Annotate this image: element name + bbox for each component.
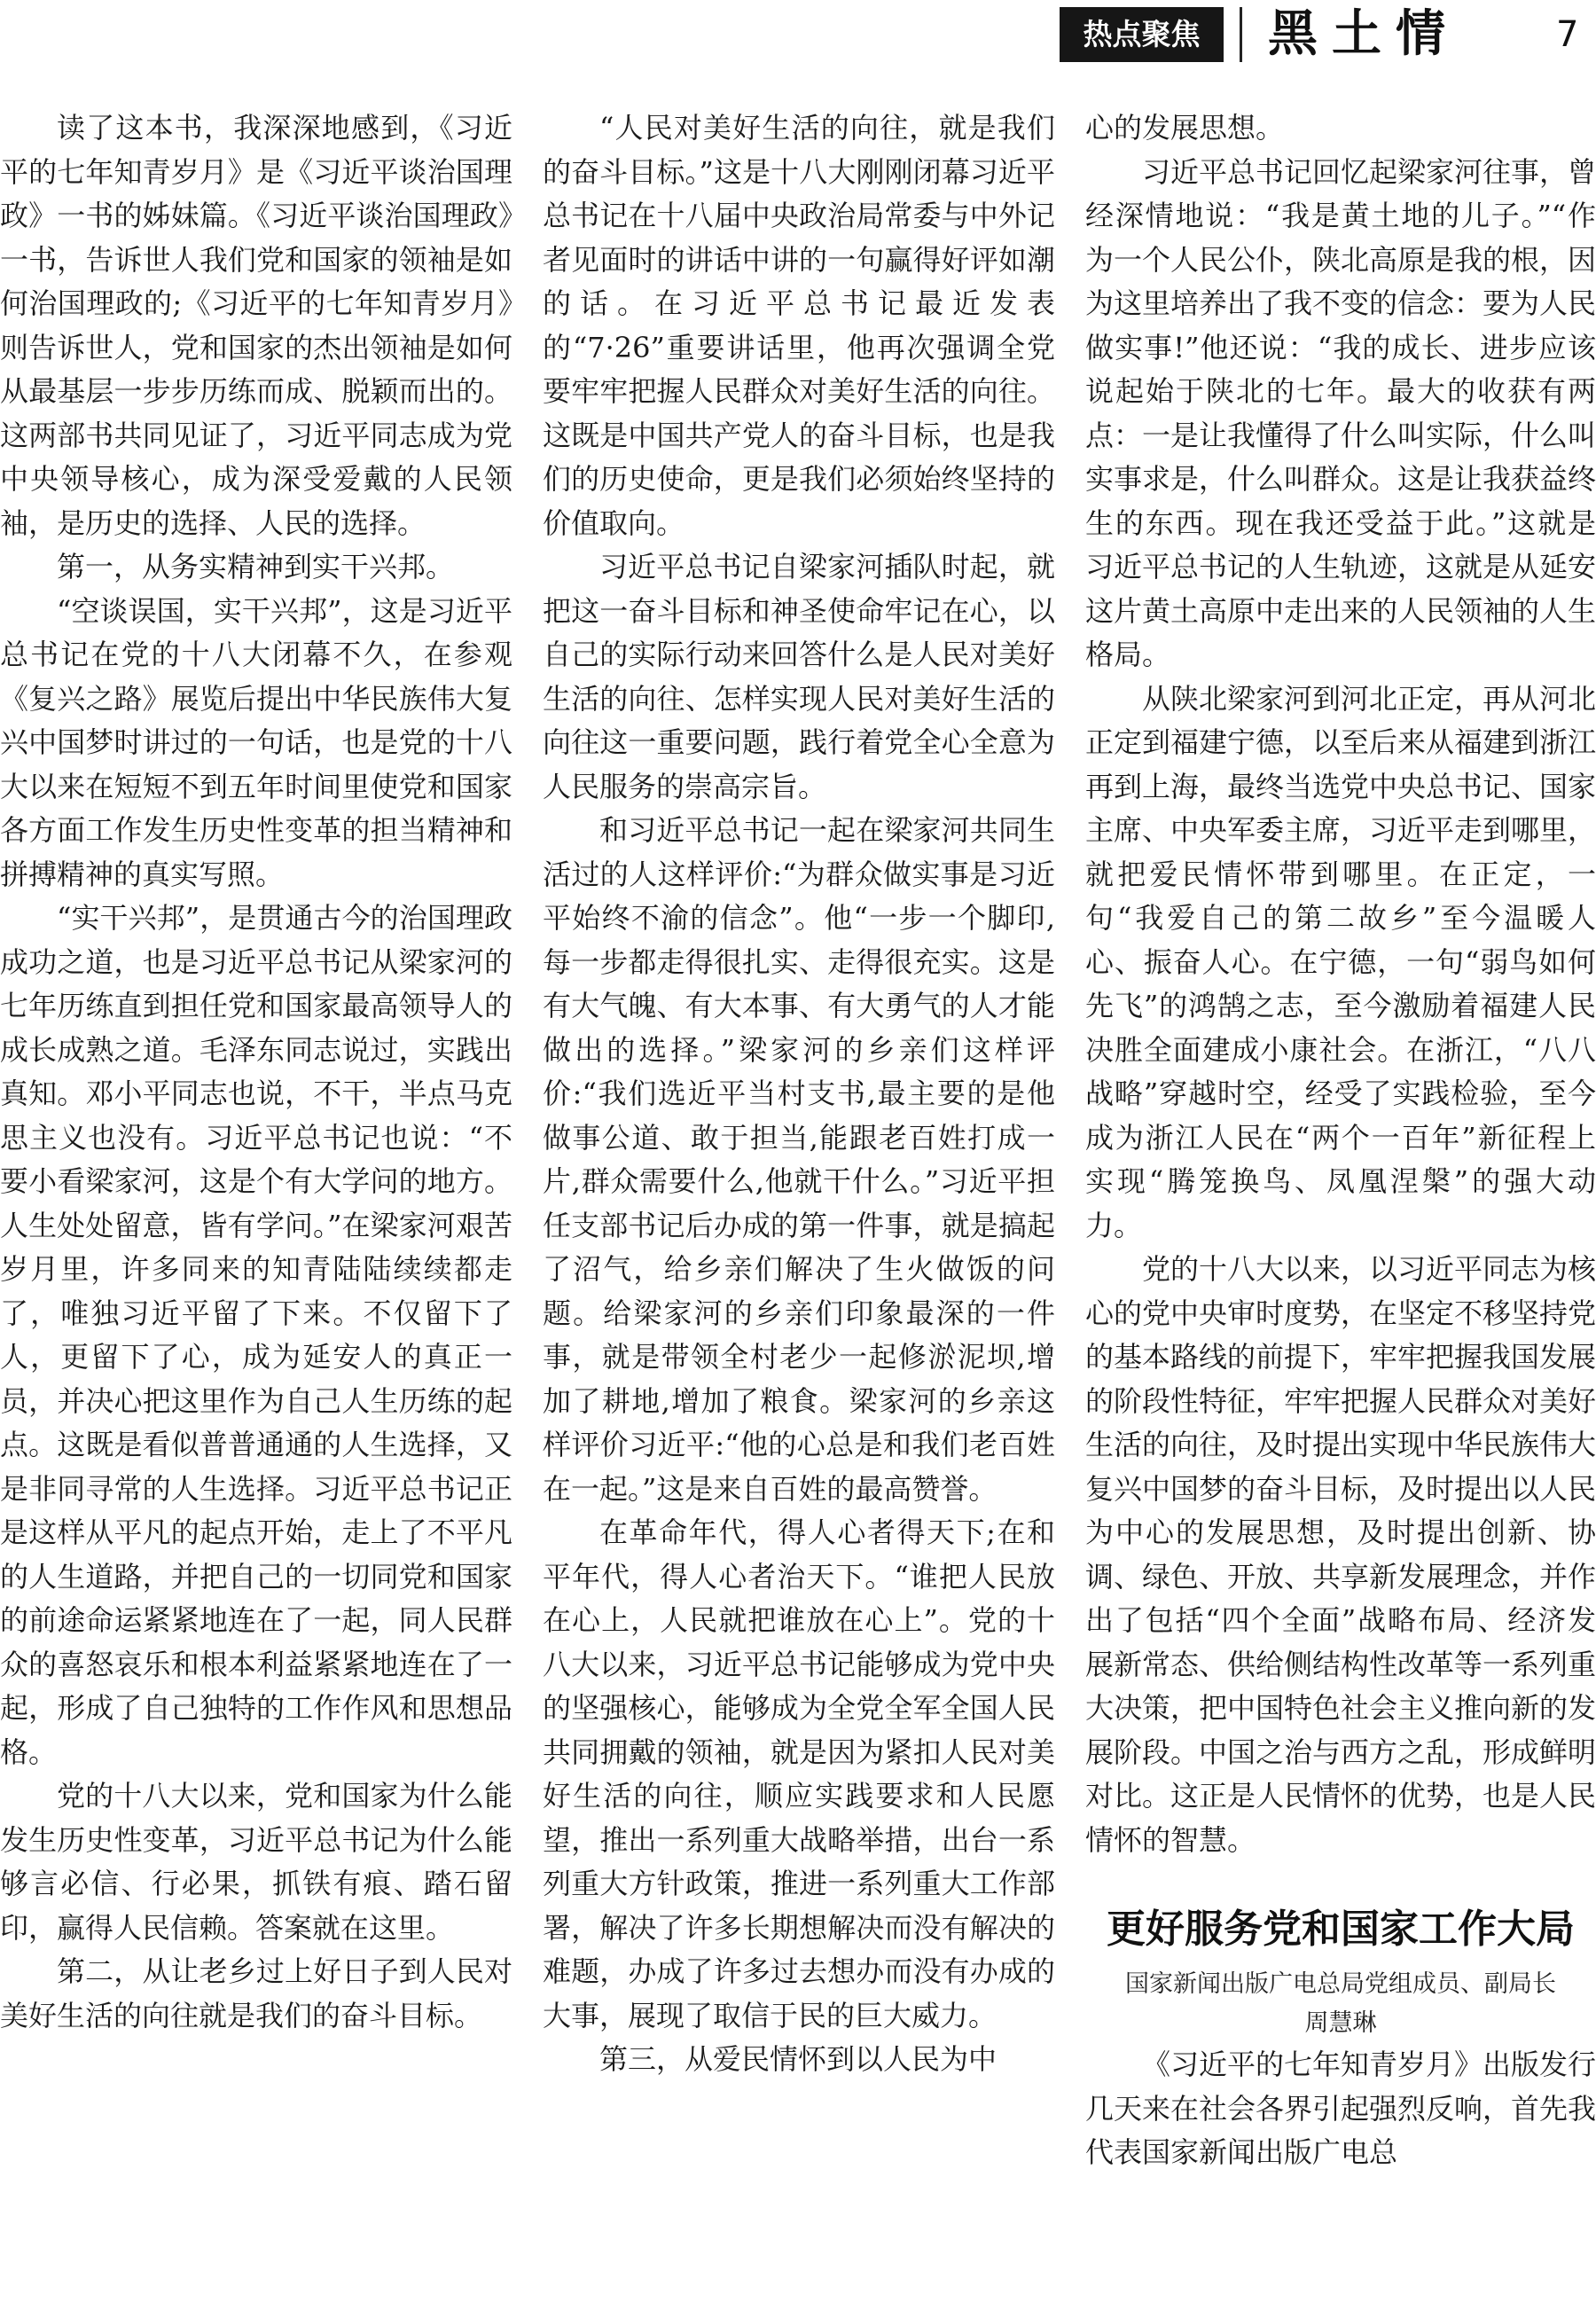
paragraph: 第一，从务实精神到实干兴邦。 <box>57 550 455 583</box>
paragraph: 第三，从爱民情怀到以人民为中 <box>599 2042 998 2076</box>
paragraph: 习近平总书记回忆起梁家河往事，曾经深情地说：“我是黄土地的儿子。”“作为一个人民公仆，陕北高原是我的根，因为这里培养出了我不变的信念：要为人民做实事!”他还说：“我的成长、进步应该说起始于陕北的七年。最大的收获有两点：一是让我懂得了什么叫实际，什么叫实事求是，什么叫群众。这是让我获益终生的东西。现在我还受益于此。”这就是习近平总书记的人生轨迹，这就是从延安这片黄土高原中走出来的人民领袖的人生格局。 <box>1085 154 1596 671</box>
paragraph: 习近平总书记自梁家河插队时起，就把这一奋斗目标和神圣使命牢记在心，以自己的实际行动来回答什么是人民对美好生活的向往、怎样实现人民对美好生活的向往这一重要问题，践行着党全心全意为人民服务的崇高宗旨。 <box>543 550 1055 803</box>
paragraph: “实干兴邦”，是贯通古今的治国理政成功之道，也是习近平总书记从梁家河的七年历练直到担任党和国家最高领导人的成长成熟之道。毛泽东同志说过，实践出真知。邓小平同志也说，不干，半点马克思主义也没有。习近平总书记也说：“不要小看梁家河，这是个有大学问的地方。人生处处留意，皆有学问。”在梁家河艰苦岁月里，许多同来的知青陆陆续续都走了，唯独习近平留了下来。不仅留下了人，更留下了心，成为延安人的真正一员，并决心把这里作为自己人生历练的起点。这既是看似普普通通的人生选择，又是非同寻常的人生选择。习近平总书记正是这样从平凡的起点开始，走上了不平凡的人生道路，并把自己的一切同党和国家的前途命运紧紧地连在了一起，同人民群众的喜怒哀乐和根本利益紧紧地连在了一起，形成了自己独特的工作作风和思想品格。 <box>0 901 512 1769</box>
paragraph: “空谈误国，实干兴邦”，这是习近平总书记在党的十八大闭幕不久，在参观《复兴之路》展览后提出中华民族伟大复兴中国梦时讲过的一句话，也是党的十八大以来在短短不到五年时间里使党和国家各方面工作发生历史性变革的担当精神和拼搏精神的真实写照。 <box>0 593 512 891</box>
page-header <box>0 0 1596 80</box>
section-tag: 热点聚焦 <box>1060 7 1224 62</box>
paragraph: “人民对美好生活的向往，就是我们的奋斗目标。”这是十八大刚刚闭幕习近平总书记在十八届中央政治局常委与中外记者见面时的讲话中讲的一句赢得好评如潮的话。在习近平总书记最近发表的“7·26”重要讲话里，他再次强调全党要牢牢把握人民群众对美好生活的向往。这既是中国共产党人的奋斗目标，也是我们的历史使命，更是我们必须始终坚持的价值取向。 <box>543 111 1055 540</box>
paragraph: 心的发展思想。 <box>1085 111 1285 145</box>
paragraph: 《习近平的七年知青岁月》出版发行几天来在社会各界引起强烈反响，首先我代表国家新闻出版广电总 <box>1085 2048 1596 2169</box>
paragraph: 读了这本书，我深深地感到，《习近平的七年知青岁月》是《习近平谈治国理政》一书的姊妹篇。《习近平谈治国理政》一书，告诉世人我们党和国家的领袖是如何治国理政的;《习近平的七年知青岁月》则告诉世人，党和国家的杰出领袖是如何从最基层一步步历练而成、脱颖而出的。这两部书共同见证了，习近平同志成为党中央领导核心，成为深受爱戴的人民领袖，是历史的选择、人民的选择。 <box>0 111 512 540</box>
author-title: 国家新闻出版广电总局党组成员、副局长 <box>1125 1970 1556 1998</box>
page-number: 7 <box>1556 14 1579 55</box>
paragraph: 党的十八大以来，党和国家为什么能发生历史性变革，习近平总书记为什么能够言必信、行必果，抓铁有痕、踏石留印，赢得人民信赖。答案就在这里。 <box>0 1779 512 1945</box>
text-column-1 <box>0 106 512 2310</box>
paragraph: 党的十八大以来，以习近平同志为核心的党中央审时度势，在坚定不移坚持党的基本路线的前提下，牢牢把握我国发展的阶段性特征，牢牢把握人民群众对美好生活的向往，及时提出实现中华民族伟大复兴中国梦的奋斗目标，及时提出以人民为中心的发展思想，及时提出创新、协调、绿色、开放、共享新发展理念，并作出了包括“四个全面”战略布局、经济发展新常态、供给侧结构性改革等一系列重大决策，把中国特色社会主义推向新的发展阶段。中国之治与西方之乱，形成鲜明对比。这正是人民情怀的优势，也是人民情怀的智慧。 <box>1085 1252 1596 1857</box>
paragraph: 在革命年代，得人心者得天下;在和平年代，得人心者治天下。“谁把人民放在心上，人民就把谁放在心上”。党的十八大以来，习近平总书记能够成为党中央的坚强核心，能够成为全党全军全国人民共同拥戴的领袖，就是因为紧扣人民对美好生活的向往，顺应实践要求和人民愿望，推出一系列重大战略举措，出台一系列重大方针政策，推进一系列重大工作部署，解决了许多长期想解决而没有解决的难题，办成了许多过去想办而没有办成的大事，展现了取信于民的巨大威力。 <box>543 1515 1055 2032</box>
publication-brand: 黑土情 <box>1268 4 1459 63</box>
article-title: 更好服务党和国家工作大局 <box>1107 1907 1575 1952</box>
paragraph: 和习近平总书记一起在梁家河共同生活过的人这样评价:“为群众做实事是习近平始终不渝的信念”。他“一步一个脚印,每一步都走得很扎实、走得很充实。这是有大气魄、有大本事、有大勇气的人才能做出的选择。”梁家河的乡亲们这样评价:“我们选近平当村支书,最主要的是他做事公道、敢于担当,能跟老百姓打成一片,群众需要什么,他就干什么。”习近平担任支部书记后办成的第一件事，就是搞起了沼气，给乡亲们解决了生火做饭的问题。给梁家河的乡亲们印象最深的一件事，就是带领全村老少一起修淤泥坝,增加了耕地,增加了粮食。梁家河的乡亲这样评价习近平:“他的心总是和我们老百姓在一起。”这是来自百姓的最高赞誉。 <box>543 813 1055 1506</box>
text-column-2 <box>543 106 1055 2310</box>
text-column-3 <box>1085 106 1596 2310</box>
paragraph: 从陕北梁家河到河北正定，再从河北正定到福建宁德，以至后来从福建到浙江再到上海，最终当选党中央总书记、国家主席、中央军委主席，习近平走到哪里，就把爱民情怀带到哪里。在正定，一句“我爱自己的第二故乡”至今温暖人心、振奋人心。在宁德，一句“弱鸟如何先飞”的鸿鹄之志，至今激励着福建人民决胜全面建成小康社会。在浙江，“八八战略”穿越时空，经受了实践检验，至今成为浙江人民在“两个一百年”新征程上实现“腾笼换鸟、凤凰涅槃”的强大动力。 <box>1085 681 1596 1242</box>
header-divider <box>1240 7 1242 62</box>
paragraph: 第二，从让老乡过上好日子到人民对美好生活的向往就是我们的奋斗目标。 <box>0 1954 512 2032</box>
author-name: 周慧琳 <box>1304 2009 1377 2037</box>
